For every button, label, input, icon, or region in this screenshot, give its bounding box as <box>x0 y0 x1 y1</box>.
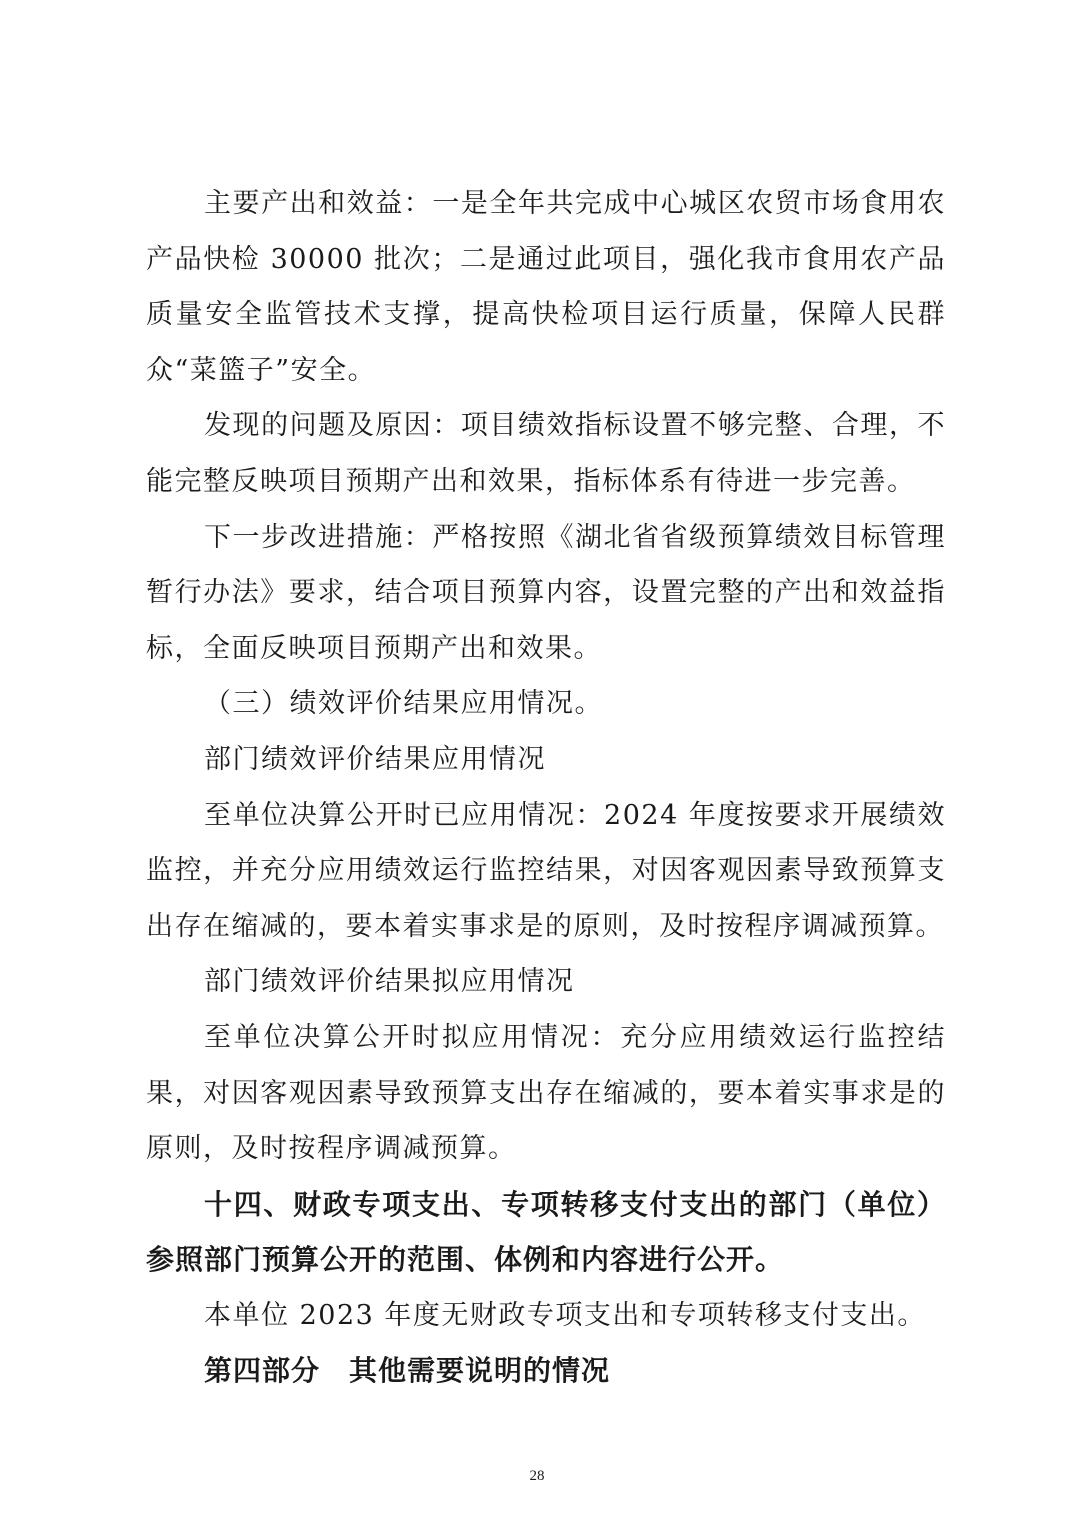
part-four-heading: 第四部分 其他需要说明的情况 <box>204 1354 611 1388</box>
subheading-planned: 部门绩效评价结果拟应用情况 <box>204 966 575 998</box>
paragraph-outputs-benefits: 主要产出和效益：一是全年共完成中心城区农贸市场食用农产品快检 30000 批次；二是通过此项目，强化我市食用农产品质量安全监管技术支撑，提高快检项目运行质量，保障人民群众“菜篮子”安全。 <box>146 188 946 386</box>
paragraph-no-special-expenditure: 本单位 2023 年度无财政专项支出和专项转移支付支出。 <box>204 1299 926 1331</box>
paragraph-planned-status: 至单位决算公开时拟应用情况：充分应用绩效运行监控结果，对因客观因素导致预算支出存在缩减的，要本着实事求是的原则，及时按程序调减预算。 <box>146 1021 946 1165</box>
section-heading-evaluation-application: （三）绩效评价结果应用情况。 <box>204 688 603 720</box>
page-body <box>146 176 946 1399</box>
paragraph-applied-status: 至单位决算公开时已应用情况：2024 年度按要求开展绩效监控，并充分应用绩效运行监控结果，对因客观因素导致预算支出存在缩减的，要本着实事求是的原则，及时按程序调减预算。 <box>146 799 946 942</box>
page-number: 28 <box>529 1468 545 1484</box>
paragraph-improvement-measures: 下一步改进措施：严格按照《湖北省省级预算绩效目标管理暂行办法》要求，结合项目预算内容，设置完整的产出和效益指标，全面反映项目预期产出和效果。 <box>146 521 946 664</box>
subheading-applied: 部门绩效评价结果应用情况 <box>204 743 546 775</box>
paragraph-problems-causes: 发现的问题及原因：项目绩效指标设置不够完整、合理，不能完整反映项目预期产出和效果，指标体系有待进一步完善。 <box>146 410 946 497</box>
section-heading-fourteen: 十四、财政专项支出、专项转移支付支出的部门（单位）参照部门预算公开的范围、体例和内容进行公开。 <box>146 1187 946 1277</box>
